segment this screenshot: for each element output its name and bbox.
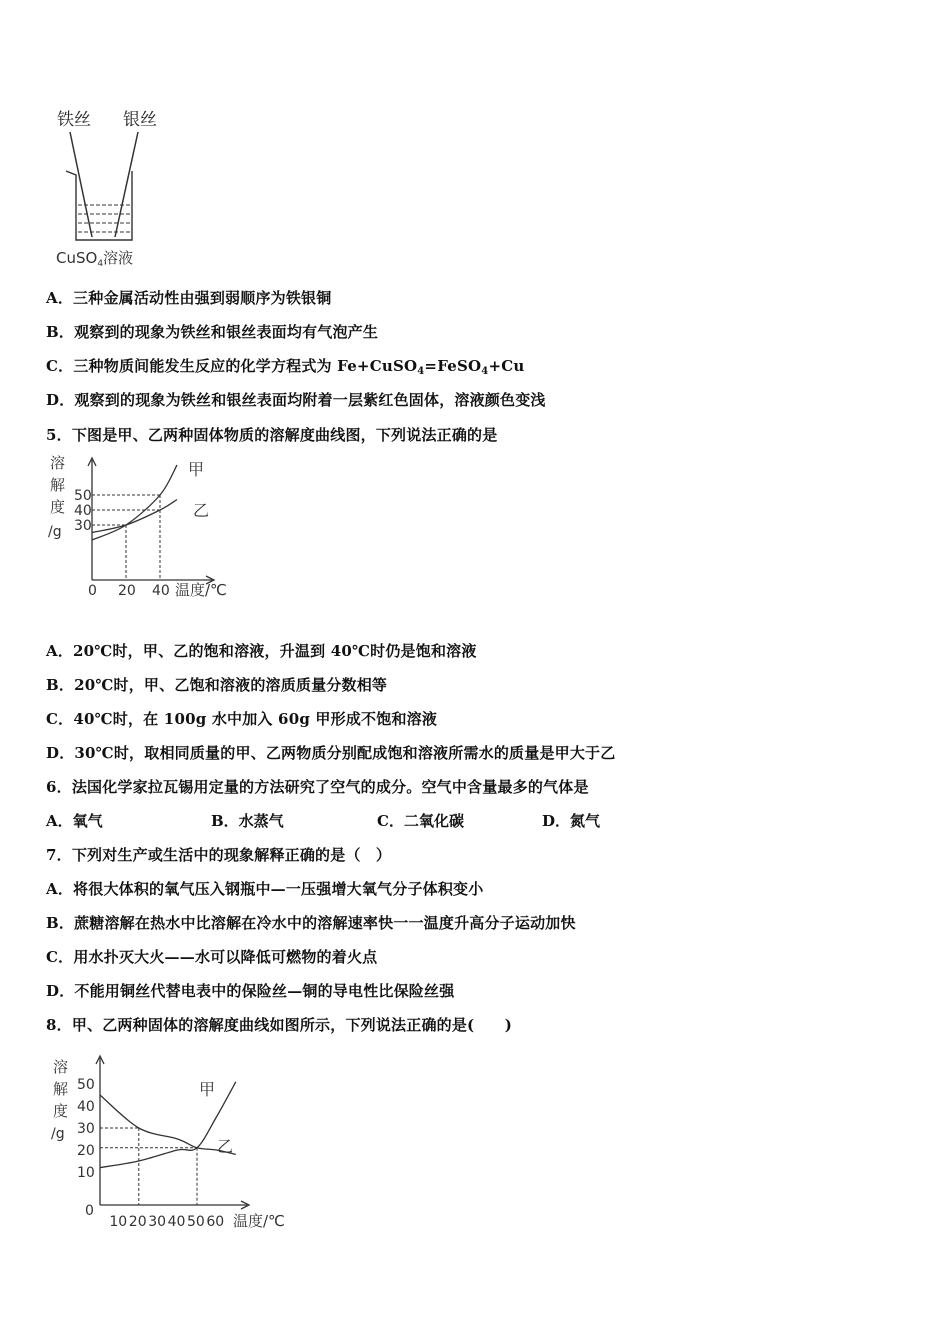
chart1-series-yi-line	[92, 500, 177, 533]
q7-option-b[interactable]: B．蔗糖溶解在热水中比溶解在冷水中的溶解速率快一一温度升高分子运动加快	[46, 914, 576, 932]
chart1-xlabel: 温度/℃	[175, 581, 227, 599]
q5-option-a[interactable]: A．20℃时，甲、乙的饱和溶液，升温到 40℃时仍是饱和溶液	[46, 642, 477, 660]
chart1-series-jia-line	[92, 465, 177, 540]
chart1-series-yi-label: 乙	[193, 501, 210, 520]
chart2-y-tick-20: 20	[77, 1143, 95, 1159]
beaker-figure	[50, 105, 170, 270]
svg-text:解: 解	[50, 476, 66, 494]
svg-text:解: 解	[53, 1080, 69, 1098]
q4-option-c[interactable]: C．三种物质间能发生反应的化学方程式为 Fe+CuSO$_4$=FeSO$_4$+Cu	[46, 357, 525, 377]
iron-wire	[70, 132, 92, 237]
chart1-y-tick-40: 40	[74, 503, 92, 519]
chart2-y-tick-30: 30	[77, 1121, 95, 1137]
q4-option-d[interactable]: D．观察到的现象为铁丝和银丝表面均附着一层紫红色固体，溶液颜色变浅	[46, 391, 546, 409]
solubility-chart-1	[40, 450, 250, 605]
chart2-x-tick-30: 30	[148, 1214, 167, 1230]
svg-text:度: 度	[53, 1102, 69, 1120]
chart2-series-jia-label: 甲	[199, 1080, 216, 1099]
q5-option-d[interactable]: D．30℃时，取相同质量的甲、乙两物质分别配成饱和溶液所需水的质量是甲大于乙	[46, 744, 616, 762]
chart2-series-jia-line	[100, 1082, 236, 1168]
q4-option-b[interactable]: B．观察到的现象为铁丝和银丝表面均有气泡产生	[46, 323, 379, 341]
chart2-x-tick-20: 20	[128, 1214, 147, 1230]
chart2-x-tick-10: 10	[109, 1214, 128, 1230]
q6-option-a[interactable]: A．氧气	[46, 812, 103, 830]
q7-option-c[interactable]: C．用水扑灭大火——水可以降低可燃物的着火点	[46, 948, 378, 966]
q6-option-c[interactable]: C．二氧化碳	[377, 812, 464, 830]
svg-text:溶: 溶	[53, 1058, 69, 1076]
chart2-series-yi-line	[100, 1095, 236, 1154]
q7-stem: 7．下列对生产或生活中的现象解释正确的是（ ）	[46, 846, 392, 864]
solubility-chart-2	[45, 1050, 305, 1235]
chart1-y-tick-50: 50	[74, 488, 92, 504]
chart1-x-tick-40: 40	[152, 583, 170, 599]
q5-stem: 5．下图是甲、乙两种固体物质的溶解度曲线图，下列说法正确的是	[46, 426, 498, 444]
chart2-y-tick-50: 50	[77, 1077, 95, 1093]
q4-option-a[interactable]: A．三种金属活动性由强到弱顺序为铁银铜	[46, 289, 332, 307]
chart1-x-tick-0: 0	[88, 583, 97, 599]
label-iron-wire: 铁丝	[57, 110, 91, 130]
q5-option-b[interactable]: B．20℃时，甲、乙饱和溶液的溶质质量分数相等	[46, 676, 388, 694]
q6-option-b[interactable]: B．水蒸气	[211, 812, 284, 830]
chart2-ylabel	[51, 1058, 68, 1142]
chart1-series-jia-label: 甲	[188, 460, 205, 479]
chart1-x-tick-20: 20	[118, 583, 136, 599]
chart2-x-tick-40: 40	[167, 1214, 186, 1230]
chart2-y-tick-0: 0	[85, 1203, 94, 1219]
silver-wire	[115, 132, 138, 237]
chart2-x-tick-50: 50	[187, 1214, 205, 1230]
q6-stem: 6．法国化学家拉瓦锡用定量的方法研究了空气的成分。空气中含量最多的气体是	[46, 778, 589, 796]
chart1-ylabel	[48, 454, 65, 540]
chart1-y-tick-30: 30	[74, 518, 92, 534]
q6-option-d[interactable]: D．氮气	[542, 812, 601, 830]
chart2-y-tick-10: 10	[77, 1165, 95, 1181]
svg-text:溶: 溶	[50, 454, 66, 472]
chart2-y-tick-40: 40	[77, 1099, 95, 1115]
chart2-x-tick-60: 60	[206, 1214, 225, 1230]
svg-text:/g: /g	[51, 1126, 65, 1142]
q7-option-d[interactable]: D．不能用铜丝代替电表中的保险丝—铜的导电性比保险丝强	[46, 982, 455, 1000]
svg-text:/g: /g	[48, 524, 62, 540]
q7-option-a[interactable]: A．将很大体积的氧气压入钢瓶中—一压强增大氧气分子体积变小	[46, 880, 484, 898]
label-silver-wire: 银丝	[123, 110, 157, 130]
chart2-series-yi-label: 乙	[217, 1137, 234, 1156]
q8-stem: 8．甲、乙两种固体的溶解度曲线如图所示，下列说法正确的是( )	[46, 1016, 513, 1034]
chart2-xlabel: 温度/℃	[233, 1212, 285, 1230]
label-solution: CuSO$_4$溶液	[56, 249, 134, 269]
svg-text:度: 度	[50, 498, 66, 516]
q5-option-c[interactable]: C．40℃时，在 100g 水中加入 60g 甲形成不饱和溶液	[46, 710, 438, 728]
